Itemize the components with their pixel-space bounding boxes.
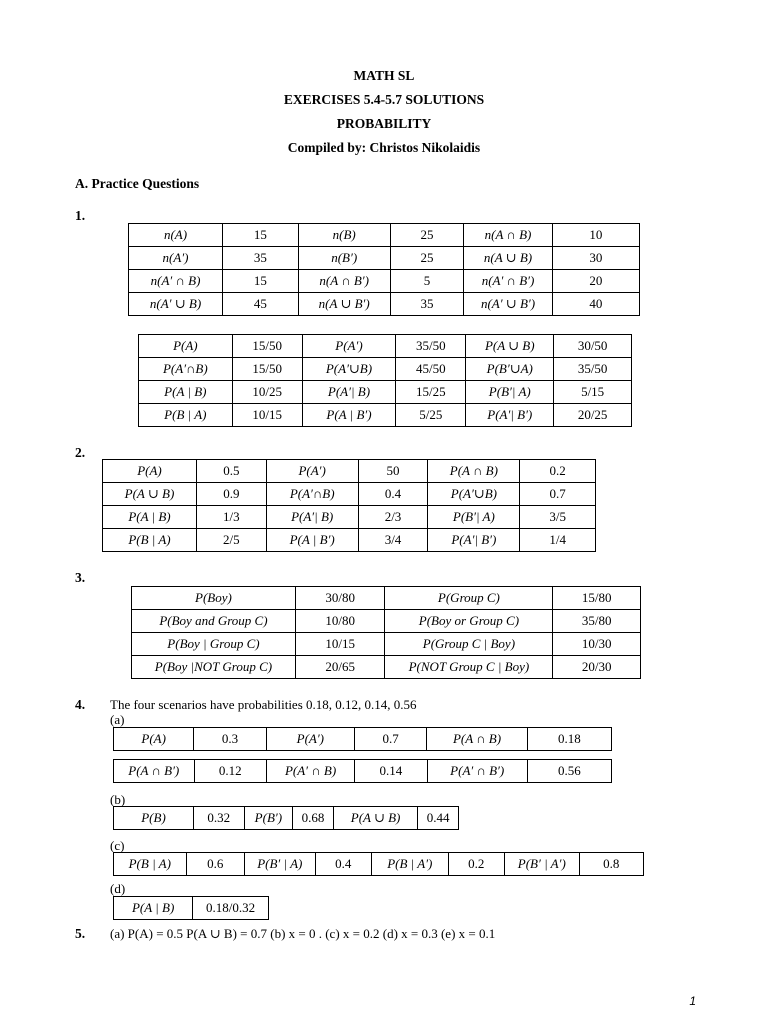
table-row [103,529,596,552]
q4-part-d-label: (d) [110,881,126,896]
table-cell-expression: P(A ∩ B) [428,460,520,483]
table-cell-expression: P(A′∪B) [302,358,396,381]
table-cell-expression: P(A) [103,460,197,483]
table-cell-expression: P(A) [114,728,194,751]
table-cell-value: 35/80 [553,610,641,633]
table-cell-expression: P(B | A′) [372,853,449,876]
table-cell-value: 10/15 [295,633,385,656]
table-cell-expression: P(B′) [244,807,293,830]
table-cell-value: 0.7 [354,728,426,751]
q4-a-table-row2 [113,759,612,783]
table-cell-expression: P(A′∩B) [266,483,358,506]
table-row [129,224,640,247]
table-cell-expression: P(Boy or Group C) [385,610,553,633]
table-cell-value: 5/25 [396,404,466,427]
table-cell-value: 0.3 [194,728,266,751]
table-cell-value: 0.68 [293,807,334,830]
table-cell-expression: P(A ∪ B) [333,807,417,830]
table-cell-expression: P(A′| B) [302,381,396,404]
question-3-number: 3. [75,570,86,585]
table-cell-value: 0.18 [527,728,611,751]
table-cell-expression: P(A′∩B) [139,358,233,381]
table-cell-value: 25 [390,224,464,247]
table-cell-value: 10/30 [553,633,641,656]
table-cell-value: 15/50 [232,335,302,358]
table-cell-expression: P(Boy and Group C) [132,610,296,633]
table-cell-value: 50 [358,460,428,483]
table-cell-expression: n(B) [298,224,390,247]
q4-part-a-label: (a) [110,712,125,727]
table-cell-value: 0.56 [527,760,611,783]
table-cell-value: 0.7 [520,483,596,506]
table-cell-expression: P(A′ ∩ B′) [427,760,527,783]
question-5-number: 5. [75,926,86,941]
table-row [114,728,612,751]
table-row [114,853,644,876]
table-cell-expression: P(A | B′) [302,404,396,427]
table-cell-expression: P(A′| B′) [466,404,554,427]
doc-title: MATH SL [353,68,415,83]
table-cell-value: 2/5 [196,529,266,552]
table-cell-value: 0.14 [355,760,427,783]
table-cell-expression: P(A ∩ B) [427,728,527,751]
table-cell-value: 15 [223,270,299,293]
table-cell-expression: P(A ∪ B) [466,335,554,358]
table-cell-value: 0.8 [579,853,643,876]
table-cell-expression: P(A | B′) [266,529,358,552]
table-cell-expression: n(A) [129,224,223,247]
table-row [129,270,640,293]
table-cell-expression: P(A ∪ B) [103,483,197,506]
table-cell-value: 5/15 [554,381,632,404]
table-cell-value: 0.2 [520,460,596,483]
table-row [114,807,459,830]
table-cell-expression: P(A′) [266,460,358,483]
table-cell-value: 2/3 [358,506,428,529]
table-cell-value: 0.9 [196,483,266,506]
table-cell-expression: n(A′ ∩ B′) [464,270,552,293]
table-cell-expression: P(B′∪A) [466,358,554,381]
doc-author: Compiled by: Christos Nikolaidis [287,140,481,155]
table-cell-value: 10 [552,224,639,247]
table-cell-value: 20/25 [554,404,632,427]
q5-answers: (a) P(A) = 0.5 P(A ∪ B) = 0.7 (b) x = 0 . (c) x = 0.2 (d) x = 0.3 (e) x = 0.1 [110,926,496,941]
table-cell-expression: P(Boy |NOT Group C) [132,656,296,679]
table-cell-value: 10/15 [232,404,302,427]
table-row [132,587,641,610]
table-cell-value: 0.12 [194,760,266,783]
table-cell-value: 20/65 [295,656,385,679]
table-cell-value: 0.44 [418,807,459,830]
table-row [114,760,612,783]
table-cell-expression: n(A′) [129,247,223,270]
table-row [132,656,641,679]
q1-probabilities-table [138,334,632,427]
table-cell-value: 15/80 [553,587,641,610]
q4-d-table [113,896,269,920]
table-cell-value: 15/25 [396,381,466,404]
table-cell-expression: n(A ∩ B) [464,224,552,247]
table-cell-expression: P(B′| A) [466,381,554,404]
table-row [139,358,632,381]
q1-counts-table [128,223,640,316]
table-cell-value: 0.4 [358,483,428,506]
table-cell-value: 35/50 [554,358,632,381]
page-number: 1 [689,994,696,1008]
table-cell-expression: P(A | B) [114,897,193,920]
table-cell-value: 3/4 [358,529,428,552]
q4-c-table [113,852,644,876]
table-cell-expression: P(Boy | Group C) [132,633,296,656]
table-cell-expression: P(B′ | A′) [504,853,579,876]
table-row [132,633,641,656]
table-row [129,293,640,316]
table-cell-value: 15/50 [232,358,302,381]
table-cell-expression: P(Group C | Boy) [385,633,553,656]
table-row [139,404,632,427]
table-cell-expression: P(A | B) [103,506,197,529]
table-cell-expression: n(A ∪ B) [464,247,552,270]
doc-subtitle: EXERCISES 5.4-5.7 SOLUTIONS [283,92,485,107]
table-cell-value: 30 [552,247,639,270]
q4-a-table-row1 [113,727,612,751]
table-cell-value: 40 [552,293,639,316]
q3-probabilities-table [131,586,641,679]
table-cell-expression: P(A′| B) [266,506,358,529]
table-cell-expression: P(A′∪B) [428,483,520,506]
table-cell-expression: P(A) [139,335,233,358]
table-cell-expression: P(Group C) [385,587,553,610]
table-cell-value: 10/25 [232,381,302,404]
table-cell-value: 20/30 [553,656,641,679]
table-cell-value: 25 [390,247,464,270]
q4-intro: The four scenarios have probabilities 0.18, 0.12, 0.14, 0.56 [110,697,417,712]
table-cell-value: 0.32 [194,807,245,830]
table-row [129,247,640,270]
table-cell-value: 3/5 [520,506,596,529]
table-cell-value: 0.2 [448,853,504,876]
table-cell-value: 0.4 [315,853,371,876]
q2-probabilities-table [102,459,596,552]
q4-b-table [113,806,459,830]
table-cell-value: 35/50 [396,335,466,358]
table-cell-value: 30/50 [554,335,632,358]
table-row [132,610,641,633]
table-cell-value: 5 [390,270,464,293]
table-cell-value: 0.6 [186,853,244,876]
table-row [103,483,596,506]
q4-part-c-label: (c) [110,838,125,853]
table-cell-expression: P(A′) [266,728,354,751]
q4-part-b-label: (b) [110,792,126,807]
table-cell-value: 1/4 [520,529,596,552]
table-cell-expression: P(B′ | A) [244,853,315,876]
table-cell-expression: P(B | A) [103,529,197,552]
table-cell-expression: P(Boy) [132,587,296,610]
table-cell-value: 45 [223,293,299,316]
table-cell-expression: P(A′| B′) [428,529,520,552]
doc-topic: PROBABILITY [336,116,432,131]
table-cell-expression: P(A′) [302,335,396,358]
table-cell-value: 45/50 [396,358,466,381]
table-cell-expression: n(B′) [298,247,390,270]
table-cell-expression: n(A ∩ B′) [298,270,390,293]
table-row [103,506,596,529]
table-cell-expression: P(B | A) [139,404,233,427]
table-cell-value: 35 [390,293,464,316]
table-cell-expression: P(A ∩ B′) [114,760,195,783]
table-cell-expression: P(B) [114,807,194,830]
table-row [114,897,269,920]
table-cell-expression: P(B | A) [114,853,187,876]
table-row [103,460,596,483]
table-cell-value: 35 [223,247,299,270]
table-cell-expression: P(NOT Group C | Boy) [385,656,553,679]
table-row [139,381,632,404]
question-4-number: 4. [75,697,86,712]
table-cell-value: 0.18/0.32 [193,897,269,920]
table-cell-expression: n(A ∪ B′) [298,293,390,316]
table-cell-expression: P(B′| A) [428,506,520,529]
table-cell-value: 20 [552,270,639,293]
table-cell-value: 15 [223,224,299,247]
section-a-heading: A. Practice Questions [75,176,200,191]
table-cell-expression: n(A′ ∪ B′) [464,293,552,316]
table-cell-value: 1/3 [196,506,266,529]
table-cell-expression: P(A′ ∩ B) [266,760,354,783]
table-cell-expression: n(A′ ∩ B) [129,270,223,293]
table-cell-value: 10/80 [295,610,385,633]
table-cell-value: 0.5 [196,460,266,483]
table-cell-value: 30/80 [295,587,385,610]
table-cell-expression: n(A′ ∪ B) [129,293,223,316]
table-row [139,335,632,358]
question-2-number: 2. [75,445,86,460]
table-cell-expression: P(A | B) [139,381,233,404]
question-1-number: 1. [75,208,86,223]
